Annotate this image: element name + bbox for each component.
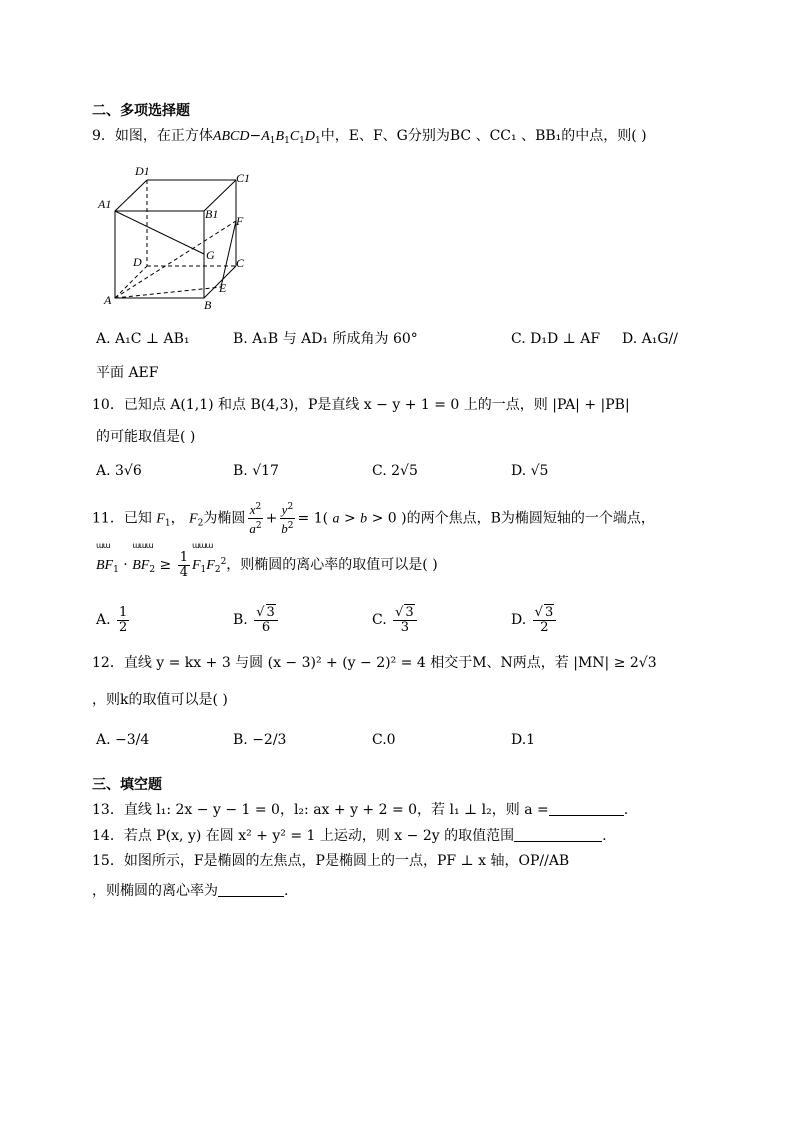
question-9-number: 9．如图，在正方体 [92, 128, 213, 144]
label-a1: A1 [98, 197, 112, 211]
question-9-option-a: A. A₁C ⊥ AB₁ [96, 331, 190, 347]
label-e: E [219, 281, 227, 295]
question-9-option-b: B. A₁B 与 AD₁ 所成角为 60° [233, 331, 418, 347]
question-15-line-2: ，则椭圆的离心率为 . [92, 883, 289, 899]
question-12-option-d: D.1 [511, 732, 536, 748]
question-9-cube-name: ABCD [212, 129, 250, 144]
label-d: D [133, 255, 142, 269]
question-10-option-a: A. 3√6 [96, 463, 142, 479]
question-12-line-1: 12．直线 y = kx + 3 与圆 (x − 3)² + (y − 2)² = 4 相交于M、N两点，若 |MN| ≥ 2√3 [92, 655, 657, 671]
question-11-option-c: C. $\frac{√ 3}{3}$ [372, 600, 419, 640]
answer-blank-15[interactable] [218, 896, 284, 897]
question-11-option-d: D. $\frac{√ 3}{2}$ [511, 600, 558, 640]
label-c1: C1 [236, 171, 251, 185]
label-a: A [104, 293, 112, 307]
question-10-line-1: 10．已知点 A(1,1) 和点 B(4,3)，P是直线 x − y + 1 = 0 上的一点，则 |PA| + |PB| [92, 397, 630, 413]
label-g: G [206, 248, 215, 262]
label-f: F [236, 214, 244, 228]
question-9-option-d: D. A₁G// [622, 331, 678, 347]
label-c: C [236, 256, 245, 270]
answer-blank-13[interactable] [549, 815, 624, 816]
question-11-option-b: B. $\frac{√ 3}{6}$ [233, 600, 280, 640]
question-12-option-b: B. −2/3 [233, 732, 287, 748]
label-d1: D1 [135, 164, 150, 178]
question-9-option-d-continued: 平面 AEF [96, 365, 159, 381]
ellipse-x-term: $\frac{x^2}{a^2}$ [249, 502, 262, 536]
section-heading-multiple-choice: 二、多项选择题 [92, 103, 190, 119]
question-11-line-2: ɯɯ $BF_1$ · ɯɯɯ $BF_2$ ≥ $\frac{1}{4}$ ɯɯɯ $F_1F_2^2$，则椭圆的离心率的取值可以是( ) [96, 541, 438, 580]
question-10-option-c: C. 2√5 [372, 463, 418, 479]
question-11-option-a: A. $\frac{1}{2}$ [96, 604, 128, 635]
question-12-option-c: C.0 [372, 732, 396, 748]
answer-blank-14[interactable] [514, 841, 602, 842]
question-10-option-b: B. √17 [233, 463, 279, 479]
question-12-option-a: A. −3/4 [96, 732, 150, 748]
section-heading-fill-in: 三、填空题 [92, 777, 162, 793]
question-11-line-1: 11．已知 $F_1$， $F_2$为椭圆 $\frac{x^2}{a^2}$ + $\frac{y^2}{b^2}$ = 1( a > b > 0 )的两个焦点，B为椭圆短轴的一个端点， [92, 502, 655, 536]
label-b: B [204, 298, 212, 312]
ellipse-y-term: $\frac{y^2}{b^2}$ [281, 502, 294, 536]
question-9-body: 中，E、F、G分别为BC 、CC₁ 、BB₁的中点，则( ) [320, 128, 647, 144]
question-12-line-2: ，则k的取值可以是( ) [92, 692, 228, 708]
question-14: 14．若点 P(x, y) 在圆 x² + y² = 1 上运动，则 x − 2y 的取值范围 . [92, 828, 607, 844]
question-10-line-2: 的可能取值是( ) [96, 429, 196, 445]
label-b1: B1 [205, 207, 219, 221]
question-13: 13．直线 l₁: 2x − y − 1 = 0，l₂: ax + y + 2 = 0，若 l₁ ⊥ l₂，则 a = . [92, 802, 629, 818]
cube-figure [95, 160, 265, 315]
question-15-line-1: 15．如图所示，F是椭圆的左焦点，P是椭圆上的一点，PF ⊥ x 轴，OP//AB [92, 853, 570, 869]
question-9-stem: 9．如图，在正方体$ABCD-A_1B_1C_1D_1$中，E、F、G分别为BC 、CC₁ 、BB₁的中点，则( ) [92, 128, 647, 146]
question-9-option-c: C. D₁D ⊥ AF [511, 331, 601, 347]
question-10-option-d: D. √5 [511, 463, 549, 479]
